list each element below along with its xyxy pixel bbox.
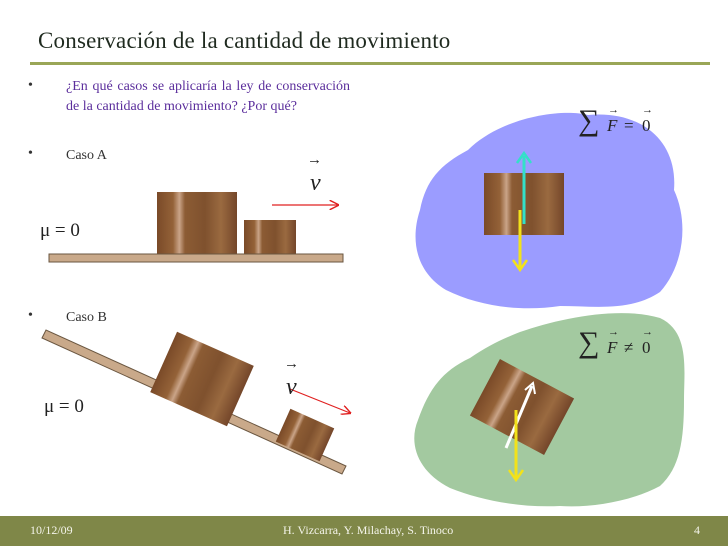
equals-symbol: = <box>624 116 634 135</box>
slide-title: Conservación de la cantidad de movimiento <box>38 28 451 53</box>
case-a-floor <box>49 254 343 262</box>
zero-value: 0 <box>642 338 651 357</box>
force-vector-arrow: → <box>608 326 619 338</box>
footer-authors: H. Vizcarra, Y. Milachay, S. Tinoco <box>283 523 454 537</box>
force-vector-arrow: → <box>608 104 619 116</box>
case-a-vector-arrow: → <box>307 152 322 168</box>
zero-value: 0 <box>642 116 651 135</box>
case-b-velocity-arrow <box>290 389 350 413</box>
case-a-block-small <box>244 220 296 254</box>
bullet-question: • <box>28 78 33 93</box>
case-a-velocity-label: v <box>310 170 321 196</box>
zero-vector-arrow: → <box>642 104 653 116</box>
footer-date: 10/12/09 <box>30 523 73 537</box>
case-a-label: Caso A <box>66 148 107 163</box>
force-sum-nonzero <box>578 326 668 366</box>
bullet-case-b: • <box>28 308 33 323</box>
case-b-block-small <box>276 409 334 461</box>
case-a-block-large <box>157 192 237 254</box>
force-symbol: F <box>607 338 618 357</box>
case-a-friction-label: μ = 0 <box>40 220 80 241</box>
sigma-symbol: ∑ <box>578 326 600 359</box>
sigma-symbol: ∑ <box>578 104 600 137</box>
bullet-case-a: • <box>28 146 33 161</box>
case-b-block-large <box>150 332 254 426</box>
case-b-vector-arrow: → <box>284 356 299 372</box>
case-b-friction-label: μ = 0 <box>44 396 84 417</box>
zero-vector-arrow: → <box>642 326 653 338</box>
not-equals-symbol: ≠ <box>624 338 634 357</box>
case-b-label: Caso B <box>66 310 107 325</box>
question-text: ¿En qué casos se aplicaría la ley de conservación de la cantidad de movimiento? ¿Por qué? <box>66 79 350 114</box>
case-b-velocity-label: v <box>286 374 297 400</box>
page-number: 4 <box>694 523 700 537</box>
force-sum-zero <box>578 104 668 144</box>
force-symbol: F <box>607 116 618 135</box>
